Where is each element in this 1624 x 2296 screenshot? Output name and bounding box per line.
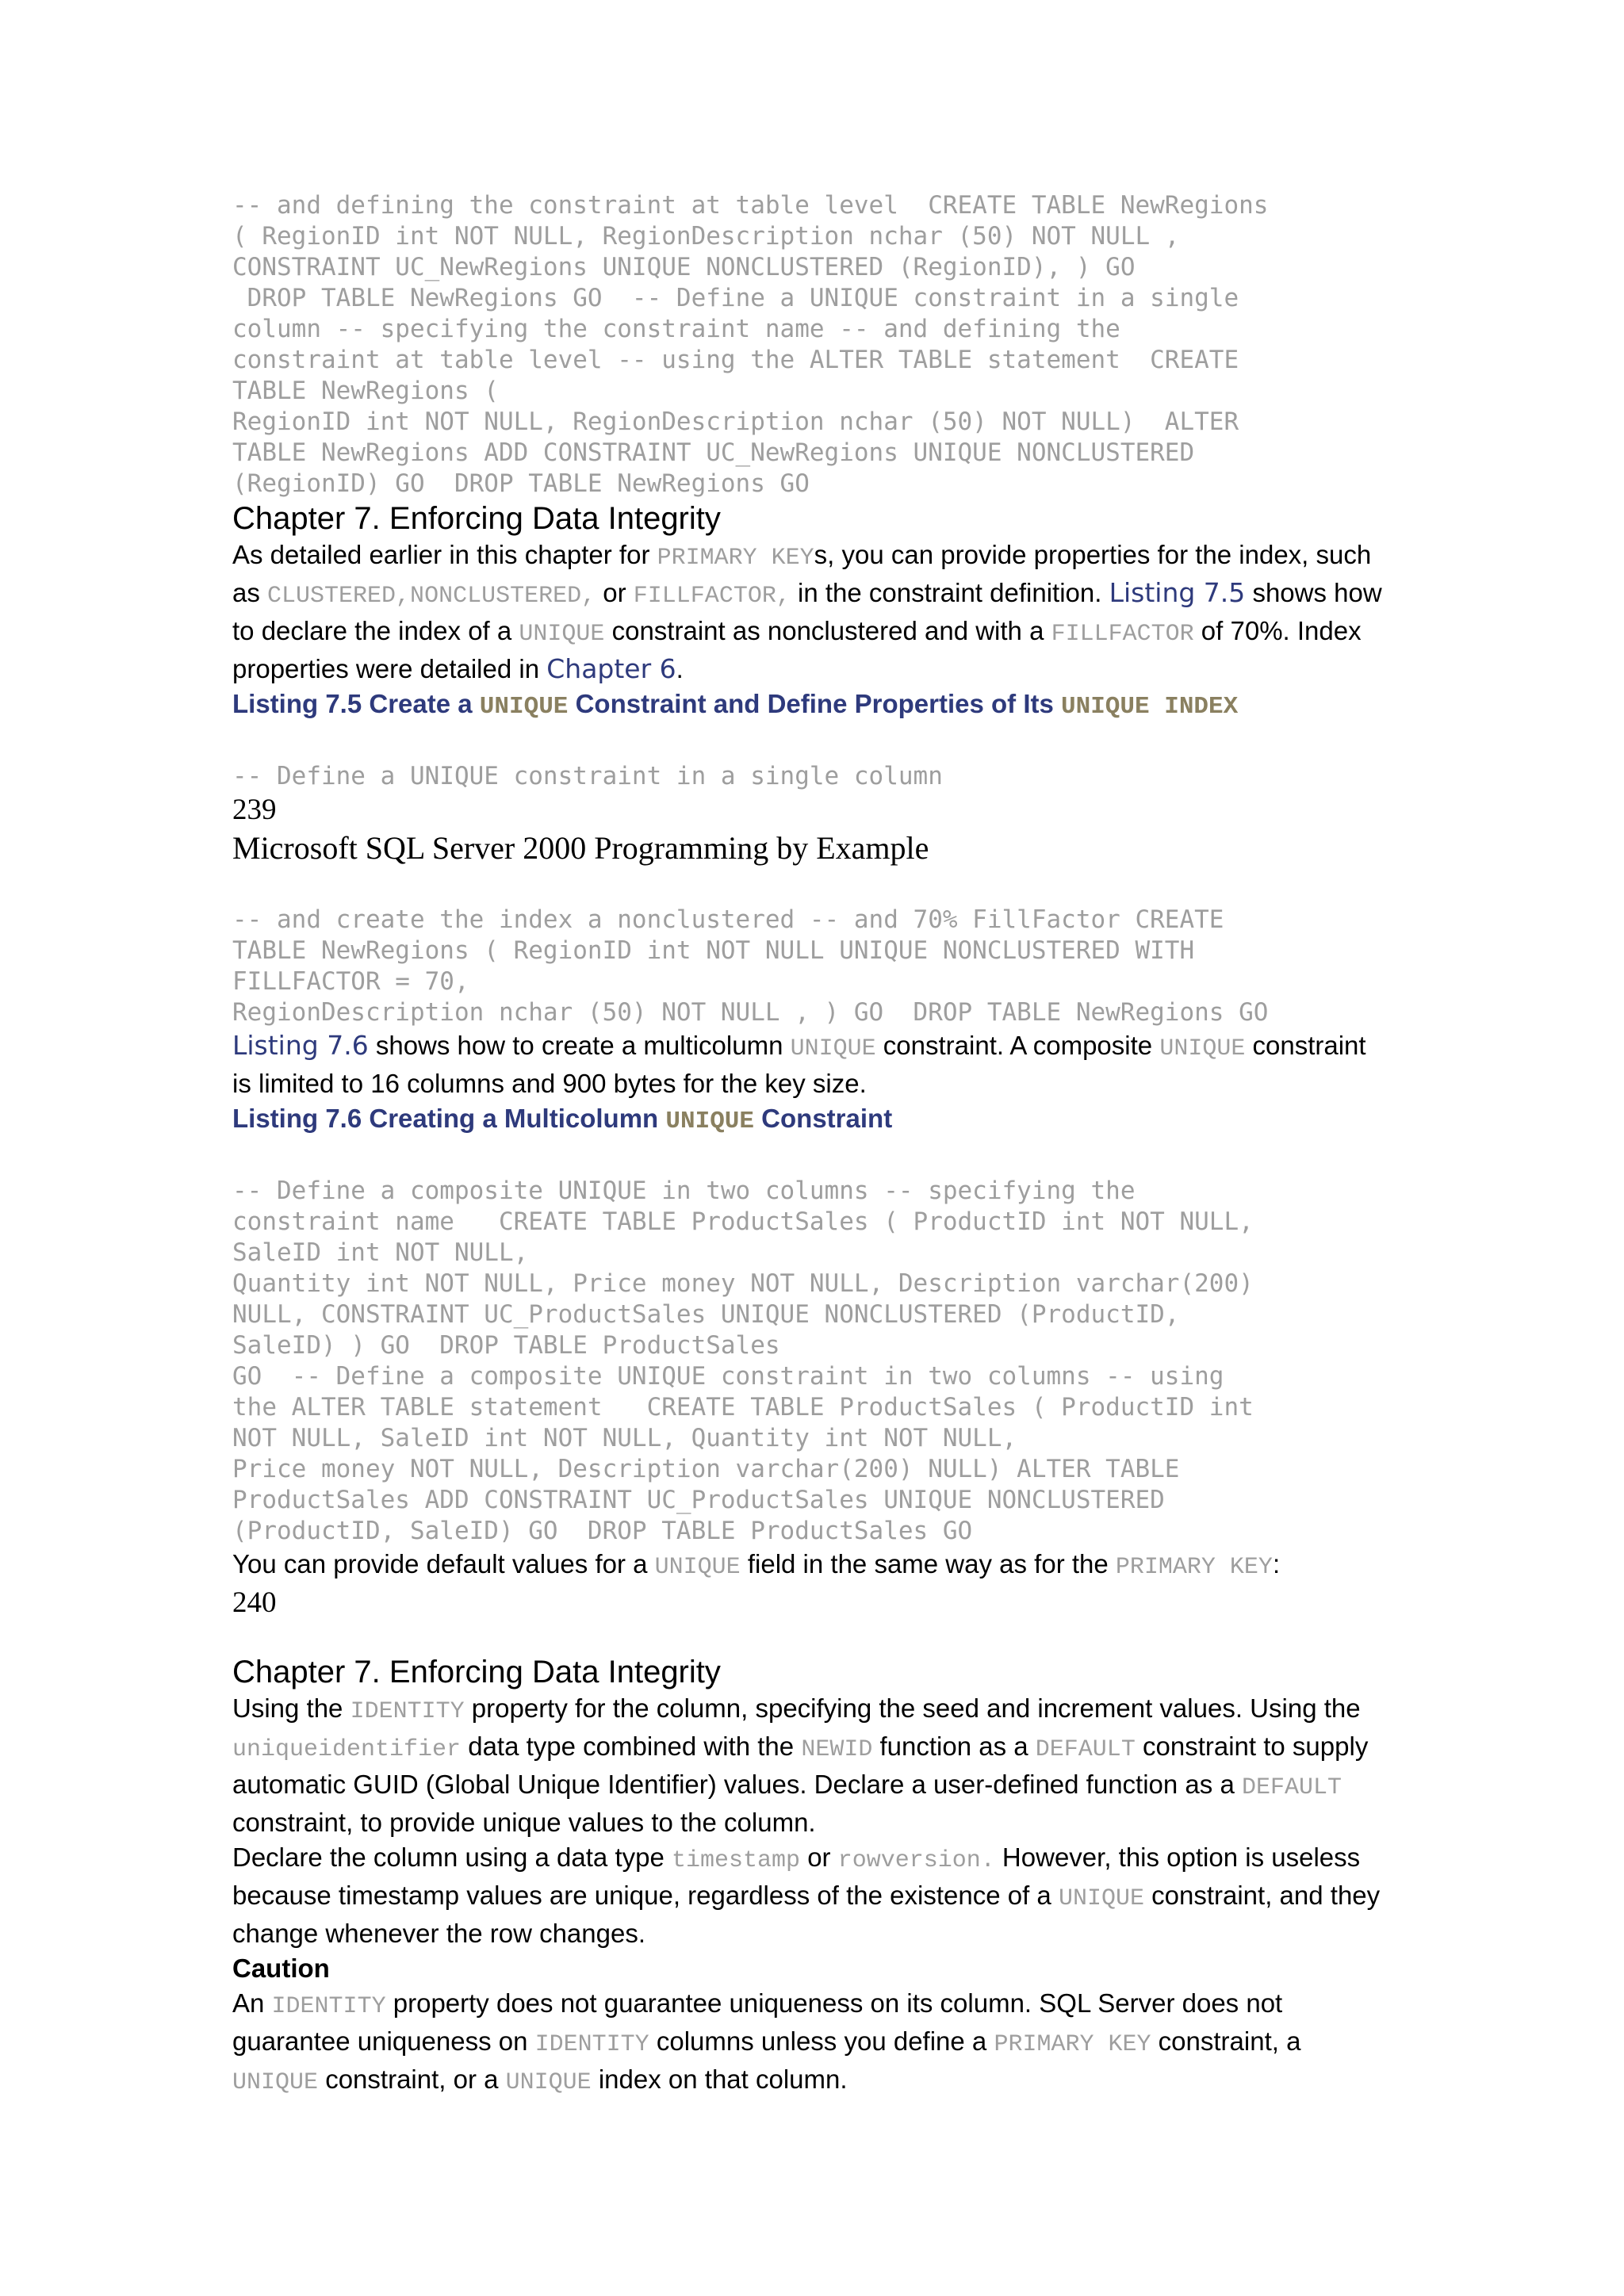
inline-code: FILLFACTOR <box>1051 621 1194 648</box>
inline-code: uniqueidentifier <box>232 1736 462 1763</box>
text: columns unless you define a <box>649 2026 994 2056</box>
text: Declare a user-defined function as a <box>814 1770 1242 1799</box>
chapter-heading: Chapter 7. Enforcing Data Integrity <box>232 1655 721 1689</box>
link-listing-7-6[interactable]: Listing 7.6 <box>232 1030 369 1061</box>
text: constraint as nonclustered and with a <box>604 616 1051 645</box>
page-number: 240 <box>232 1586 277 1619</box>
inline-code: UNIQUE <box>505 2069 592 2096</box>
text: index on that column. <box>591 2064 848 2094</box>
text: However, this option is useless because timestamp values are unique, regardless of the existence of a <box>232 1843 1361 1910</box>
inline-code: rowversion. <box>837 1847 995 1874</box>
inline-code: UNIQUE <box>232 2069 319 2096</box>
caption-code: UNIQUE <box>479 693 569 721</box>
inline-code: UNIQUE <box>1058 1885 1144 1912</box>
text: . <box>676 654 684 683</box>
text: function as a <box>872 1732 1036 1761</box>
text: or <box>596 578 634 607</box>
paragraph-options-list <box>232 1691 1390 1840</box>
caption-code: UNIQUE INDEX <box>1061 693 1239 721</box>
inline-code: UNIQUE <box>1159 1035 1246 1062</box>
inline-code: timestamp <box>672 1847 801 1874</box>
text: An <box>232 1988 272 2018</box>
text: property does not guarantee uniqueness on its column. SQL Server does not guarantee uniqueness on <box>232 1988 1283 2056</box>
text: s, you can provide properties for the index, such as <box>232 540 1372 607</box>
inline-code: IDENTITY <box>271 1993 386 2020</box>
text: in the constraint definition. <box>790 578 1109 607</box>
inline-code: IDENTITY <box>534 2031 649 2058</box>
text: constraint, a <box>1151 2026 1301 2056</box>
text: You can provide default values for a <box>232 1549 655 1578</box>
paragraph-default-values <box>232 1547 1390 1585</box>
inline-code: UNIQUE <box>519 621 605 648</box>
code-listing-7-5-start: -- Define a UNIQUE constraint in a single column <box>232 762 943 790</box>
text: As detailed earlier in this chapter for <box>232 540 657 569</box>
caption-code: UNIQUE <box>665 1108 755 1135</box>
text: property for the column, specifying the seed and increment values. <box>464 1693 1251 1723</box>
inline-code: NEWID <box>801 1736 873 1763</box>
code-listing-7-4-continued: -- and defining the constraint at table level CREATE TABLE NewRegions ( RegionID int NOT NULL, RegionDescription nchar (50) NOT NULL , CONSTRAINT UC_NewRegions UNIQUE NONCLUSTERED (RegionID), ) GO DROP TABLE NewRegions GO -- Define a UNIQUE constraint in a single column -- specifying the constraint name -- and defining the constraint at table level -- using the ALTER TABLE statement CREATE TABLE NewRegions ( RegionID int NOT NULL, RegionDescription nchar (50) NOT NULL) ALTER TABLE NewRegions ADD CONSTRAINT UC_NewRegions UNIQUE NONCLUSTERED (RegionID) GO DROP TABLE NewRegions GO <box>232 191 1269 498</box>
inline-code: PRIMARY KEY <box>657 545 814 572</box>
text: change whenever the row changes. <box>232 1919 646 1948</box>
listing-7-5-caption <box>232 687 1390 725</box>
text: constraint, and they <box>1143 1881 1381 1910</box>
inline-code: DEFAULT <box>1241 1774 1342 1801</box>
text: shows how to create a multicolumn <box>368 1031 791 1060</box>
text: constraint is limited to 16 columns and 900 bytes for the key size. <box>232 1031 1366 1098</box>
text: data type combined with the <box>461 1732 802 1761</box>
text: shows how to declare the index of a <box>232 578 1382 645</box>
text: of 70%. Index properties were detailed in <box>232 616 1362 683</box>
code-listing-7-5: -- and create the index a nonclustered -- and 70% FillFactor CREATE TABLE NewRegions ( RegionID int NOT NULL UNIQUE NONCLUSTERED WITH FILLFACTOR = 70, RegionDescription nchar (50) NOT NULL , ) GO DROP TABLE NewRegions GO <box>232 905 1269 1027</box>
inline-code: DEFAULT <box>1035 1736 1136 1763</box>
caption-text: Constraint and Define Properties of Its <box>568 689 1061 718</box>
text: Declare the column using a data type <box>232 1843 672 1872</box>
caution-label: Caution <box>232 1954 330 1983</box>
caption-text: Listing 7.6 Creating a Multicolumn <box>232 1104 666 1133</box>
inline-code: PRIMARY KEY <box>994 2031 1151 2058</box>
inline-code: UNIQUE <box>654 1554 741 1581</box>
code-listing-7-6: -- Define a composite UNIQUE in two columns -- specifying the constraint name CREATE TABLE ProductSales ( ProductID int NOT NULL, SaleID int NOT NULL, Quantity int NOT NULL, Price money NOT NULL, Description varchar(200) NULL, CONSTRAINT UC_ProductSales UNIQUE NONCLUSTERED (ProductID, SaleID) ) GO DROP TABLE ProductSales GO -- Define a composite UNIQUE constraint in two columns -- using the ALTER TABLE statement CREATE TABLE ProductSales ( ProductID int NOT NULL, SaleID int NOT NULL, Quantity int NOT NULL, Price money NOT NULL, Description varchar(200) NULL) ALTER TABLE ProductSales ADD CONSTRAINT UC_ProductSales UNIQUE NONCLUSTERED (ProductID, SaleID) GO DROP TABLE ProductSales GO <box>232 1177 1254 1545</box>
caption-text: Constraint <box>754 1104 893 1133</box>
book-title-footer: Microsoft SQL Server 2000 Programming by Example <box>232 830 929 866</box>
text: constraint, or a <box>318 2064 506 2094</box>
text: constraint to supply automatic GUID (Global Unique Identifier) values. <box>232 1732 1369 1799</box>
text: Using the <box>1250 1693 1361 1723</box>
listing-7-6-caption <box>232 1101 1390 1139</box>
chapter-heading: Chapter 7. Enforcing Data Integrity <box>232 501 721 536</box>
paragraph-multicolumn <box>232 1028 1390 1101</box>
text: constraint, to provide unique values to the column. <box>232 1808 816 1837</box>
inline-code: UNIQUE <box>790 1035 876 1062</box>
inline-code: PRIMARY KEY <box>1115 1554 1273 1581</box>
paragraph-timestamp-option <box>232 1840 1390 1951</box>
inline-code: IDENTITY <box>350 1698 465 1725</box>
paragraph-caution <box>232 1986 1390 2100</box>
link-chapter-6[interactable]: Chapter 6 <box>546 653 676 684</box>
inline-code: CLUSTERED,NONCLUSTERED, <box>267 583 596 610</box>
text: : <box>1272 1549 1281 1578</box>
text: or <box>800 1843 838 1872</box>
inline-code: FILLFACTOR, <box>633 583 791 610</box>
text: field in the same way as for the <box>740 1549 1116 1578</box>
document-page <box>232 190 1390 2100</box>
caption-text: Listing 7.5 Create a <box>232 689 480 718</box>
link-listing-7-5[interactable]: Listing 7.5 <box>1109 577 1246 608</box>
paragraph-index-properties <box>232 538 1390 687</box>
text: constraint. A composite <box>875 1031 1160 1060</box>
page-number: 239 <box>232 794 277 826</box>
text: Using the <box>232 1693 350 1723</box>
